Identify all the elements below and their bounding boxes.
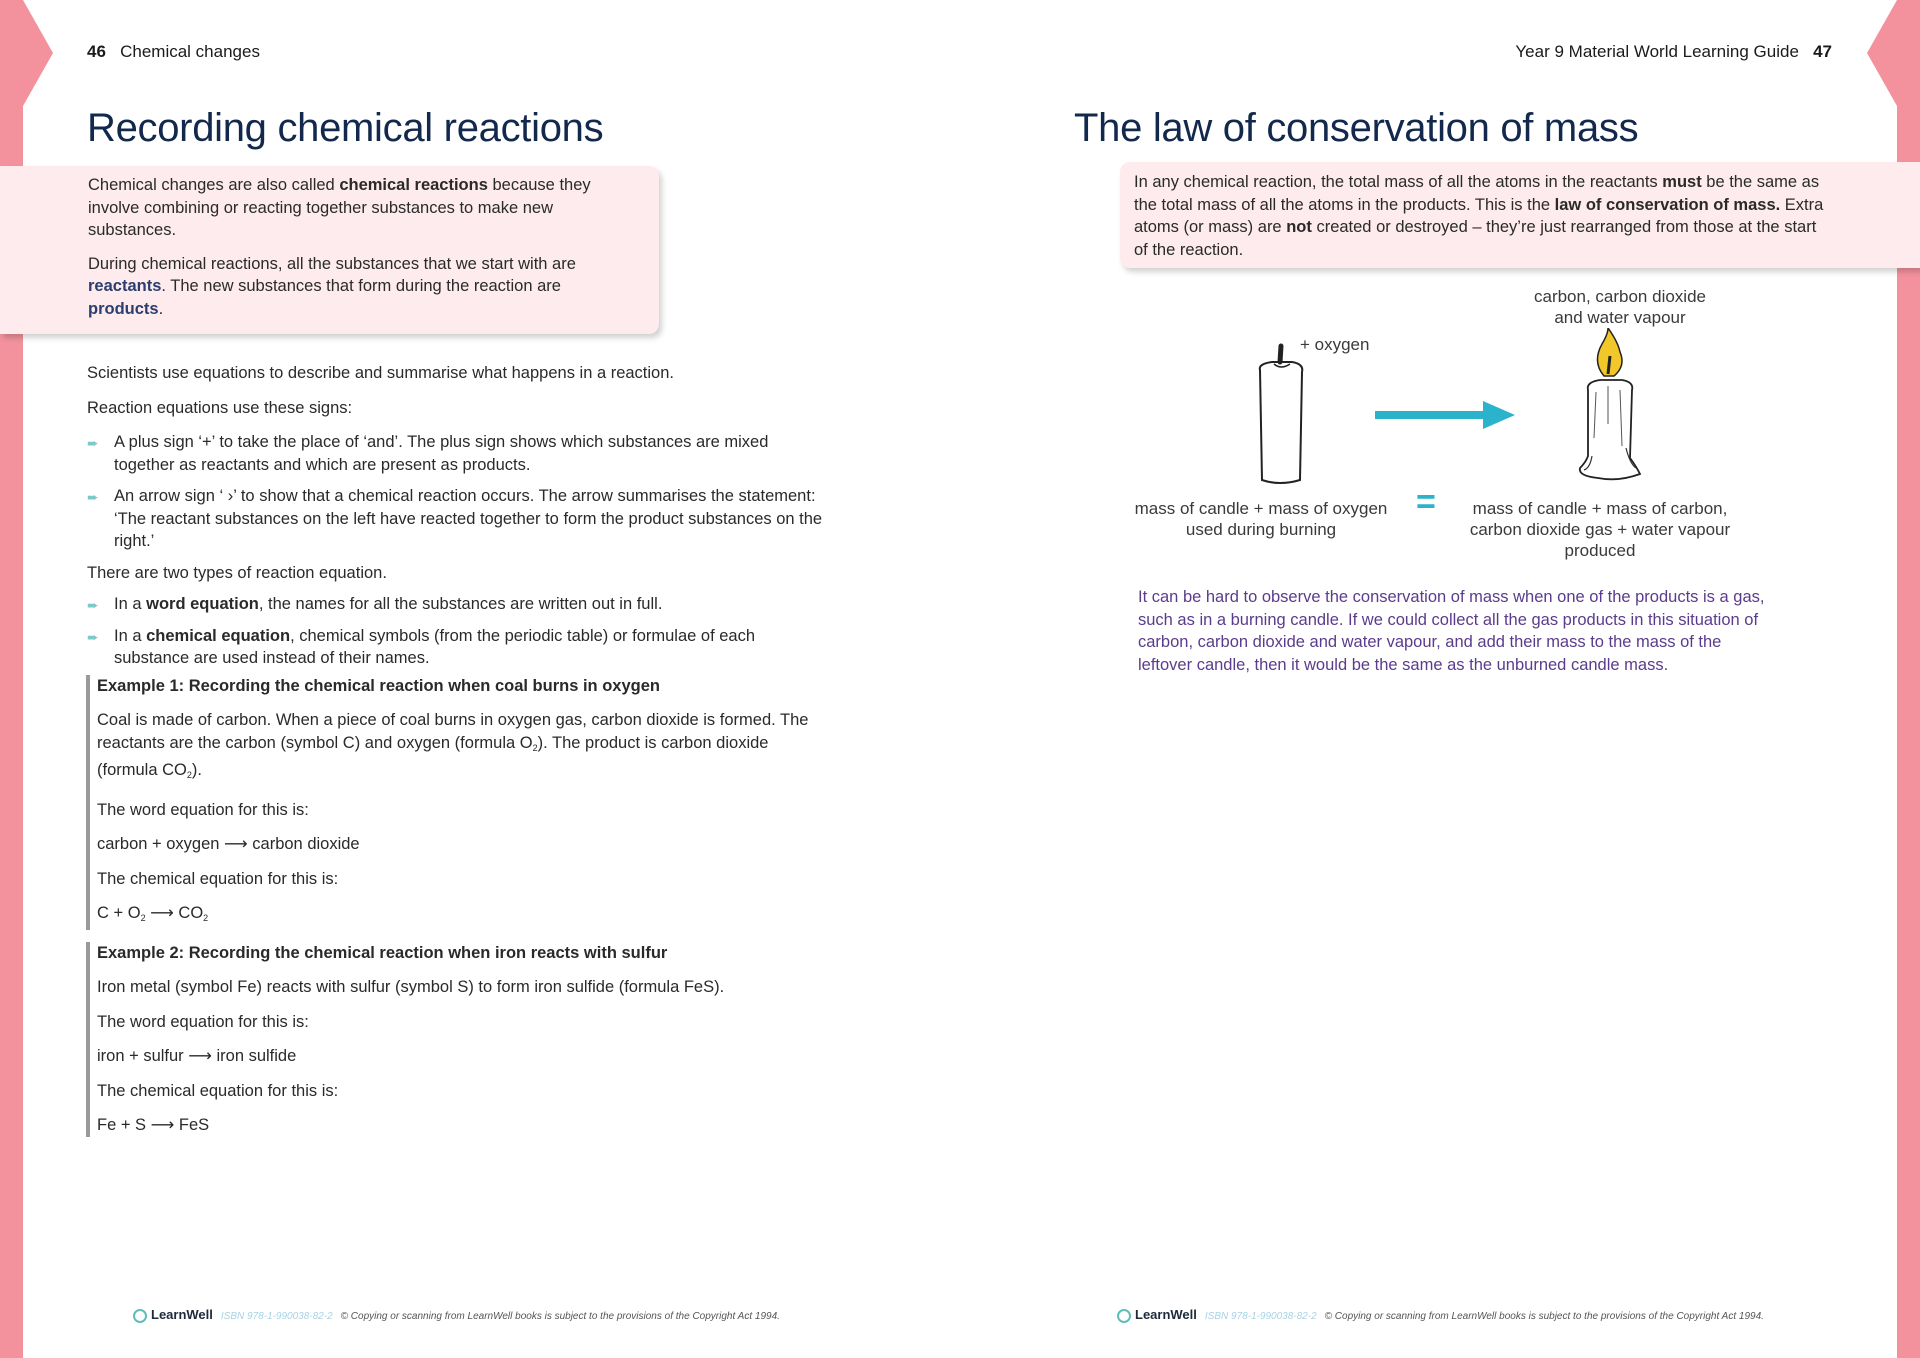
left-footer [133,1307,780,1323]
example-1-text: Coal is made of carbon. When a piece of coal burns in oxygen gas, carbon dioxide is formed. The reactants are the carbon (symbol C) and oxygen (formula $O_2$). The product is carbon dioxide (formula $CO_2$). [97,711,809,780]
burning-candle-icon [1570,328,1650,488]
example-1-heading: Example 1: Recording the chemical reaction when coal burns in oxygen [97,676,660,695]
example-2-word-label: The word equation for this is: [97,1012,309,1031]
unlit-candle-icon [1250,340,1310,490]
example-2-iron [86,942,827,1137]
list-item: ➨ In a chemical equation, chemical symbols (from the periodic table) or formulae of each substance are used instead of their names. [87,626,756,667]
right-footer [1117,1307,1764,1323]
equals-sign: = [1416,483,1436,521]
example-1-word-equation: carbon + oxygen ⟶ carbon dioxide [97,835,360,853]
bullet-arrow-icon: ➨ [87,435,99,451]
para-types: There are two types of reaction equation. [87,563,387,582]
isbn: ISBN 978-1-990038-82-2 [1204,1311,1317,1322]
bullet-arrow-icon: ➨ [87,628,99,645]
reactions-intro-callout [0,166,659,334]
example-1-chem-label: The chemical equation for this is: [97,869,339,888]
left-page-tab [23,0,53,106]
copyright-notice: © Copying or scanning from LearnWell books is subject to the provisions of the Copyright Act 1994. [1324,1311,1764,1322]
left-body [87,362,827,1149]
reactants-mass-label: mass of candle + mass of oxygen used during burning [1134,499,1388,539]
right-page-tab [1867,0,1897,106]
learnwell-logo: LearnWell [1135,1307,1197,1322]
para-equations: Scientists use equations to describe and summarise what happens in a reaction. [87,364,674,382]
para-signs: Reaction equations use these signs: [87,398,353,417]
learnwell-logo: LearnWell [151,1307,213,1322]
left-section-name: Chemical changes [120,42,260,61]
example-1-word-label: The word equation for this is: [97,800,309,819]
conservation-note: It can be hard to observe the conservation of mass when one of the products is a gas, such as in a burning candle. If we could collect all the gas products in this situation of carbon, carbon dioxide and water vapour, and add their mass to the mass of the leftover candle, then it would be the same as the unburned candle mass. [1138,588,1765,674]
right-page-title: The law of conservation of mass [1074,106,1639,150]
list-item: ➨ A plus sign ‘+’ to take the place of ‘and’. The plus sign shows which substances are mixed together as reactants and which are present as products. [87,433,769,474]
example-2-text: Iron metal (symbol Fe) reacts with sulfur (symbol S) to form iron sulfide (formula FeS). [97,978,725,996]
products-term: products [88,299,159,318]
example-1-chem-equation: $C + O_2$ ⟶ $CO_2$ [97,904,209,923]
bullet-arrow-icon: ➨ [87,597,99,613]
isbn: ISBN 978-1-990038-82-2 [220,1311,333,1322]
oxygen-label: + oxygen [1300,335,1370,354]
learnwell-logo-icon [133,1309,147,1323]
example-2-heading: Example 2: Recording the chemical reaction when iron reacts with sulfur [97,943,668,962]
products-mass-label: mass of candle + mass of carbon, carbon dioxide gas + water vapour produced [1469,499,1731,560]
left-running-header [87,42,260,62]
copyright-notice: © Copying or scanning from LearnWell books is subject to the provisions of the Copyright Act 1994. [340,1311,780,1322]
right-running-header [1515,42,1832,62]
list-item: ➨ An arrow sign ‘ ›’ to show that a chemical reaction occurs. The arrow summarises the statement: ‘The reactant substances on the left have reacted together to form the product substances on the right.’ [87,487,823,550]
conservation-law-callout: In any chemical reaction, the total mass of all the atoms in the reactants must be the same as the total mass of all the atoms in the products. This is the law of conservation of mass. Extra atoms (or mass) are not created or destroyed – they’re just rearranged from those at the start of the reaction. [1120,162,1920,268]
example-2-chem-equation: Fe + S ⟶ FeS [97,1116,210,1134]
example-2-word-equation: iron + sulfur ⟶ iron sulfide [97,1047,297,1065]
reaction-arrow-icon [1375,400,1525,430]
reactants-term: reactants [88,277,162,295]
list-item: ➨ In a word equation, the names for all the substances are written out in full. [87,593,827,616]
example-1-coal [86,675,827,930]
products-label: carbon, carbon dioxide and water vapour [1533,287,1706,327]
intro-paragraph-1: Chemical changes are also called chemical reactions because they involve combining or reacting together substances to make new substances. [88,176,591,239]
example-2-chem-label: The chemical equation for this is: [97,1081,339,1100]
left-page-number: 46 [87,42,106,61]
bullet-arrow-icon: ➨ [87,489,99,505]
candle-conservation-diagram [1120,280,1820,570]
learnwell-logo-icon [1117,1309,1131,1323]
intro-paragraph-2: During chemical reactions, all the substances that we start with are reactants. The new substances that form during the reaction are products. [88,254,576,318]
right-page-number: 47 [1813,42,1832,61]
book-title: Year 9 Material World Learning Guide [1515,42,1799,61]
left-page-title: Recording chemical reactions [87,106,604,150]
